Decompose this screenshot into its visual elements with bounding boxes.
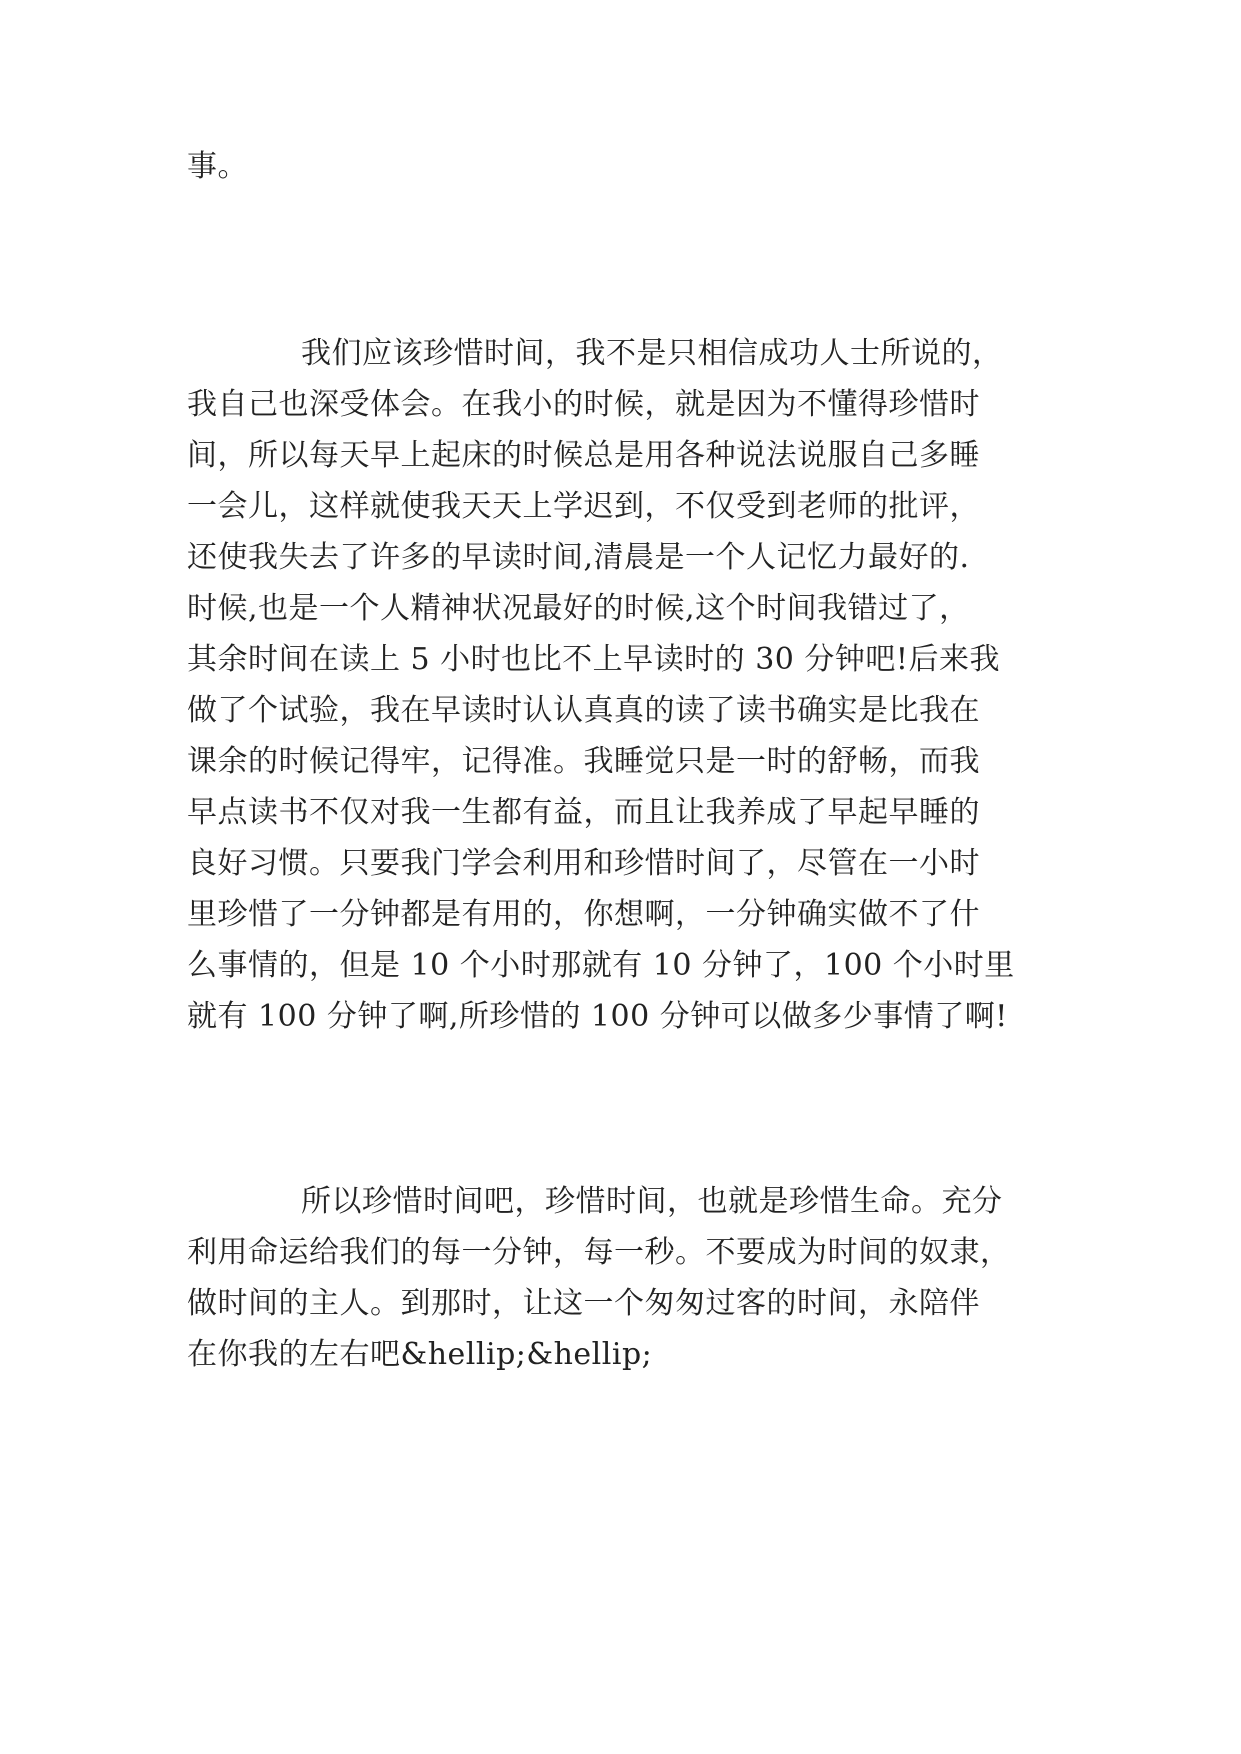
text-line: 里珍惜了一分钟都是有用的，你想啊，一分钟确实做不了什 [187,897,980,932]
text-line: 还使我失去了许多的早读时间,清晨是一个人记忆力最好的. [187,540,970,575]
text-line: 利用命运给我们的每一分钟，每一秒。不要成为时间的奴隶， [187,1235,1011,1270]
text-line: 事。 [187,149,248,184]
text-line: 么事情的，但是 10 个小时那就有 10 分钟了，100 个小时里 [187,948,1015,983]
text-line: 我自己也深受体会。在我小的时候，就是因为不懂得珍惜时 [187,387,980,422]
text-line: 课余的时候记得牢，记得准。我睡觉只是一时的舒畅，而我 [187,744,980,779]
text-line: 做时间的主人。到那时，让这一个匆匆过客的时间，永陪伴 [187,1286,980,1321]
text-line: 就有 100 分钟了啊,所珍惜的 100 分钟可以做多少事情了啊! [187,999,1008,1034]
text-line: 所以珍惜时间吧，珍惜时间，也就是珍惜生命。充分 [301,1184,1003,1219]
text-line: 在你我的左右吧&hellip;&hellip; [187,1337,653,1372]
text-line: 时候,也是一个人精神状况最好的时候,这个时间我错过了， [187,591,970,626]
text-line: 一会儿，这样就使我天天上学迟到，不仅受到老师的批评， [187,489,980,524]
text-line: 做了个试验，我在早读时认认真真的读了读书确实是比我在 [187,693,980,728]
text-line: 早点读书不仅对我一生都有益，而且让我养成了早起早睡的 [187,795,980,830]
text-line: 其余时间在读上 5 小时也比不上早读时的 30 分钟吧!后来我 [187,642,1000,677]
text-line: 我们应该珍惜时间，我不是只相信成功人士所说的， [301,336,1003,371]
text-line: 良好习惯。只要我门学会利用和珍惜时间了，尽管在一小时 [187,846,980,881]
text-line: 间，所以每天早上起床的时候总是用各种说法说服自己多睡 [187,438,980,473]
